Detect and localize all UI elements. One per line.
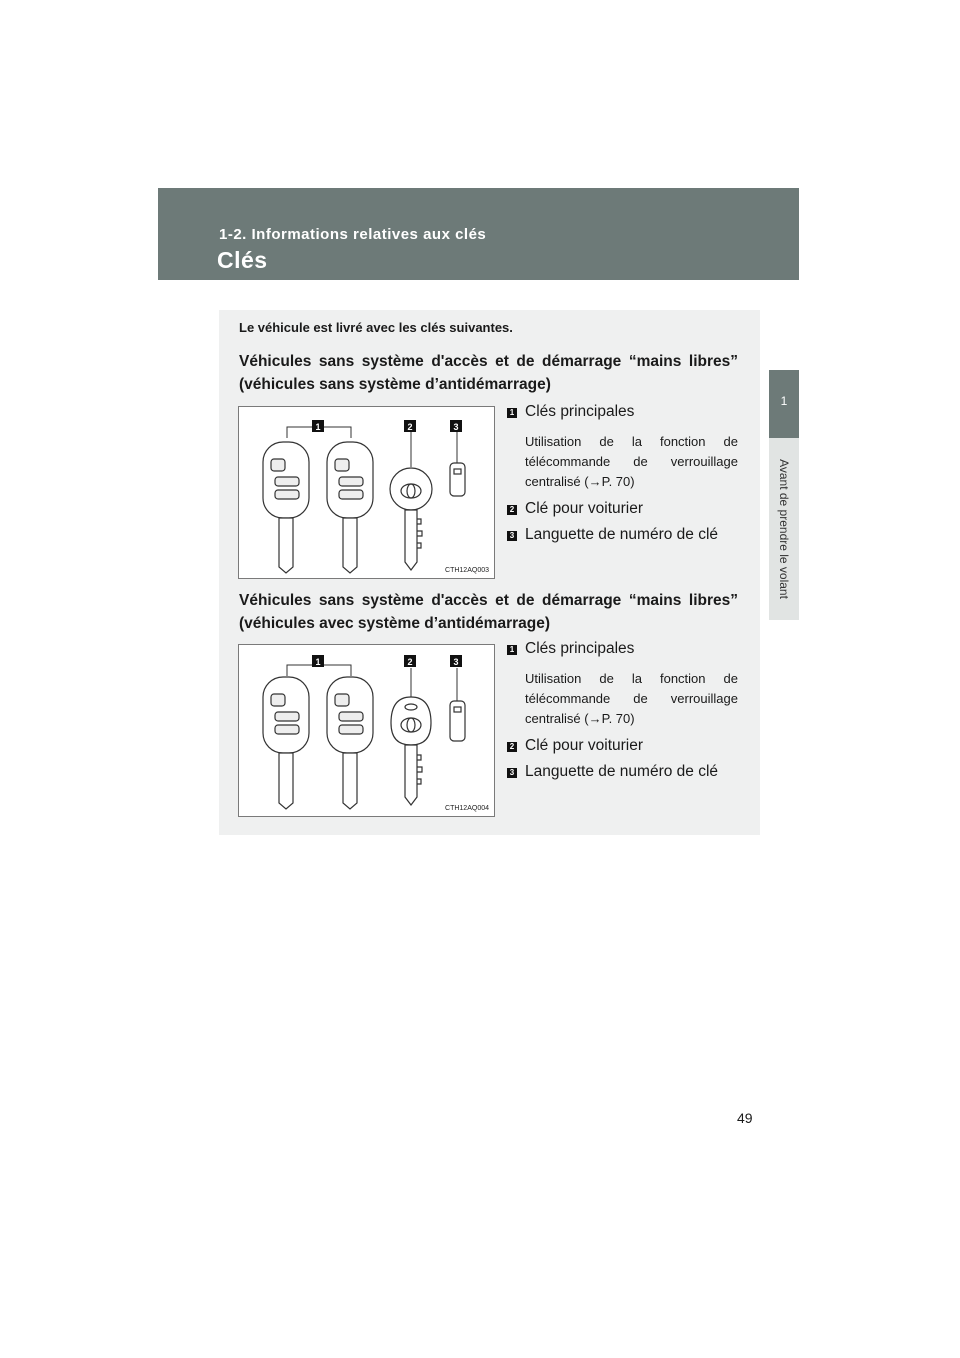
legend-number: 2 bbox=[507, 742, 517, 752]
legend-label: Languette de numéro de clé bbox=[525, 763, 719, 780]
callouts bbox=[312, 420, 462, 432]
callout-2: 2 bbox=[407, 422, 413, 432]
legend-item-1 bbox=[507, 639, 634, 659]
legend-description: Utilisation de la fonction de télécommande de verrouillage centralisé (→P. 70) bbox=[525, 434, 738, 489]
intro-text: Le véhicule est livré avec les clés suivantes. bbox=[239, 320, 513, 335]
section-label: 1-2. Informations relatives aux clés bbox=[219, 226, 487, 243]
legend-description: Utilisation de la fonction de télécommande de verrouillage centralisé (→P. 70) bbox=[525, 671, 738, 726]
subsection-heading-1: Véhicules sans système d'accès et de démarrage “mains libres” (véhicules sans système d’antidémarrage) bbox=[239, 353, 738, 393]
page-number: 49 bbox=[737, 1110, 753, 1126]
legend-number: 2 bbox=[507, 505, 517, 515]
legend-item-3 bbox=[507, 762, 718, 782]
keys-illustration-1 bbox=[238, 406, 495, 579]
legend-label: Clé pour voiturier bbox=[525, 737, 644, 754]
legend-item-2 bbox=[507, 736, 643, 756]
chapter-tab-label: Avant de prendre le volant bbox=[777, 459, 791, 599]
figure-code: CTH12AQ003 bbox=[445, 567, 489, 574]
legend-label: Clés principales bbox=[525, 403, 635, 420]
callout-2: 2 bbox=[407, 657, 413, 667]
keys-illustration-2 bbox=[238, 644, 495, 817]
chapter-tab bbox=[769, 370, 799, 438]
legend-number: 1 bbox=[507, 408, 517, 418]
legend-label: Clés principales bbox=[525, 640, 635, 657]
callout-1: 1 bbox=[315, 422, 321, 432]
page-title: Clés bbox=[217, 247, 268, 273]
legend-item-3 bbox=[507, 525, 718, 545]
callout-3: 3 bbox=[453, 657, 459, 667]
legend-number: 3 bbox=[507, 768, 517, 778]
legend-number: 3 bbox=[507, 531, 517, 541]
callout-1: 1 bbox=[315, 657, 321, 667]
keys-drawing bbox=[239, 407, 496, 580]
legend-number: 1 bbox=[507, 645, 517, 655]
chapter-tab-number: 1 bbox=[780, 394, 788, 408]
legend-label: Clé pour voiturier bbox=[525, 500, 644, 517]
legend-label: Languette de numéro de clé bbox=[525, 526, 719, 543]
subsection-heading-2: Véhicules sans système d'accès et de démarrage “mains libres” (véhicules avec système d’antidémarrage) bbox=[239, 592, 738, 632]
keys-drawing bbox=[239, 645, 496, 818]
figure-code: CTH12AQ004 bbox=[445, 805, 489, 812]
legend-item-2 bbox=[507, 499, 643, 519]
legend-item-1 bbox=[507, 402, 634, 422]
callout-3: 3 bbox=[453, 422, 459, 432]
